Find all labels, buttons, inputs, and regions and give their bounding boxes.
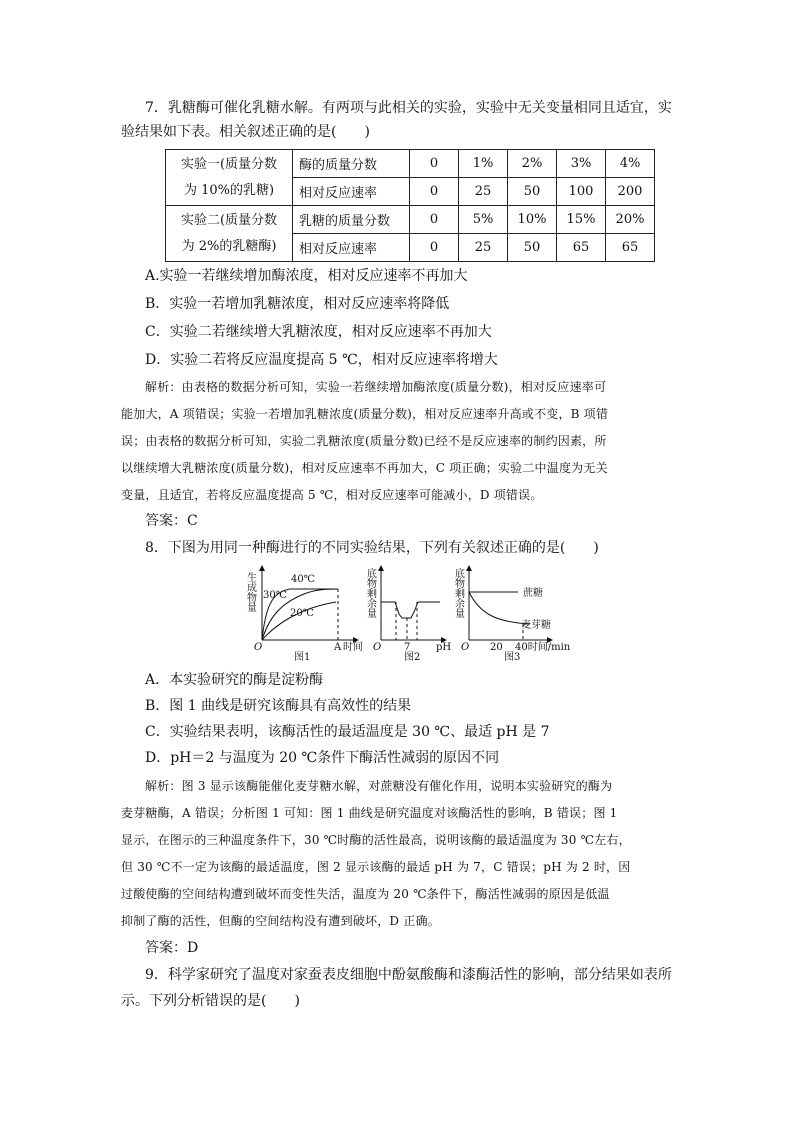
q8-analysis-line: 过酸使酶的空间结构遭到破坏而变性失活，温度为 20 ℃条件下，酶活性减弱的原因是低温 [121,887,610,901]
table-cell: 25 [459,178,508,206]
fig3-tick-20: 20 [490,642,503,653]
q7-option-c: C．实验二若继续增大乳糖浓度，相对反应速率不再加大 [145,324,492,340]
q9-stem-line2: 示。下列分析错误的是( ) [121,993,300,1009]
q7-analysis-line: 解析：由表格的数据分析可知，实验一若继续增加酶浓度(质量分数)，相对反应速率可 [145,380,607,394]
fig3-xlabel: 40时间/min [515,642,571,653]
table-cell: 2% [508,150,557,178]
q7-option-d: D．实验二若将反应温度提高 5 ℃，相对反应速率将增大 [145,352,498,368]
q7-option-a: A.实验一若继续增加酶浓度，相对反应速率不再加大 [145,268,468,284]
table-cell: 65 [557,234,606,262]
q7-answer: 答案：C [145,513,198,529]
q8-analysis-line: 麦芽糖酶，A 错误；分析图 1 可知：图 1 曲线是研究温度对该酶活性的影响，B 错误；图 1 [121,806,618,820]
fig1-caption: 图1 [294,652,311,663]
fig1-label-20: 20℃ [290,608,314,619]
fig2-xlabel: pH [436,642,452,653]
table-cell: 4% [606,150,655,178]
group1-header: 实验一(质量分数 为 10%的乳糖) [166,150,293,206]
q8-figures [240,562,580,664]
q8-analysis-line: 解析：图 3 显示该酶能催化麦芽糖水解，对蔗糖没有催化作用，说明本实验研究的酶为 [145,779,613,793]
fig2-caption: 图2 [404,652,421,663]
q7-option-b: B．实验一若增加乳糖浓度，相对反应速率将降低 [145,296,450,312]
q8-stem: 8．下图为用同一种酶进行的不同实验结果，下列有关叙述正确的是( ) [145,540,599,556]
fig2-ylabel: 底物剩余量 [364,568,376,618]
fig1-origin: O [254,642,263,653]
q7-stem-line1: 7．乳糖酶可催化乳糖水解。有两项与此相关的实验，实验中无关变量相同且适宜，实 [145,100,672,116]
table-cell: 50 [508,178,557,206]
q7-analysis-line: 以继续增大乳糖浓度(质量分数)，相对反应速率不再加大，C 项正确；实验二中温度为无关 [121,461,608,475]
table-cell: 10% [508,206,557,234]
table-cell: 1% [459,150,508,178]
fig3-sucrose-label: 蔗糖 [523,588,543,599]
fig1-label-30: 30℃ [263,590,287,601]
q8-analysis-line: 但 30 ℃不一定为该酶的最适温度，图 2 显示该酶的最适 pH 为 7，C 错误；pH 为 2 时，因 [121,860,631,874]
table-cell: 0 [410,150,459,178]
q8-option-a: A．本实验研究的酶是淀粉酶 [145,672,324,688]
table-cell: 0 [410,206,459,234]
q8-analysis-line: 抑制了酶的活性，但酶的空间结构没有遭到破坏，D 正确。 [121,914,440,928]
table-cell: 0 [410,234,459,262]
q7-stem-line2: 验结果如下表。相关叙述正确的是( ) [121,124,370,140]
q7-analysis-line: 能加大，A 项错误；实验一若增加乳糖浓度(质量分数)，相对反应速率升高或不变，B 项错 [121,407,609,421]
q7-data-table [165,149,655,262]
row-label: 酶的质量分数 [293,150,410,178]
table-cell: 65 [606,234,655,262]
fig2-curve [381,602,440,618]
fig1-xlabel: 时间 [343,642,363,653]
row-label: 乳糖的质量分数 [293,206,410,234]
row-label: 相对反应速率 [293,178,410,206]
table-cell: 20% [606,206,655,234]
fig1-label-40: 40℃ [291,574,315,585]
fig2-origin: O [373,642,382,653]
fig3-caption: 图3 [504,652,521,663]
q8-analysis-line: 显示，在图示的三种温度条件下，30 ℃时酶的活性最高，说明该酶的最适温度为 30 ℃左右， [121,833,631,847]
q7-analysis-line: 变量，且适宜，若将反应温度提高 5 ℃，相对反应速率可能减小，D 项错误。 [121,488,543,502]
q8-answer: 答案：D [145,940,199,956]
table-cell: 15% [557,206,606,234]
table-cell: 50 [508,234,557,262]
q8-option-b: B．图 1 曲线是研究该酶具有高效性的结果 [145,698,412,714]
fig1-ylabel: 生成物量 [244,572,256,612]
fig3-maltose-label: 麦芽糖 [521,620,551,631]
table-cell: 200 [606,178,655,206]
q7-analysis-line: 误；由表格的数据分析可知，实验二乳糖浓度(质量分数)已经不是反应速率的制约因素，所 [121,434,607,448]
row-label: 相对反应速率 [293,234,410,262]
table-cell: 3% [557,150,606,178]
table-cell: 0 [410,178,459,206]
q9-stem-line1: 9．科学家研究了温度对家蚕表皮细胞中酚氨酸酶和漆酶活性的影响，部分结果如表所 [145,967,672,983]
table-cell: 5% [459,206,508,234]
q8-option-c: C．实验结果表明，该酶活性的最适温度是 30 ℃、最适 pH 是 7 [145,724,550,740]
fig2-tick-7: 7 [404,642,411,653]
fig3-origin: O [461,642,470,653]
fig3-ylabel: 底物剩余量 [452,568,464,618]
group2-header: 实验二(质量分数 为 2%的乳糖酶) [166,206,293,262]
table-cell: 100 [557,178,606,206]
table-cell: 25 [459,234,508,262]
fig1-mark-a: A [334,642,342,653]
q8-option-d: D．pH＝2 与温度为 20 ℃条件下酶活性减弱的原因不同 [145,750,500,766]
